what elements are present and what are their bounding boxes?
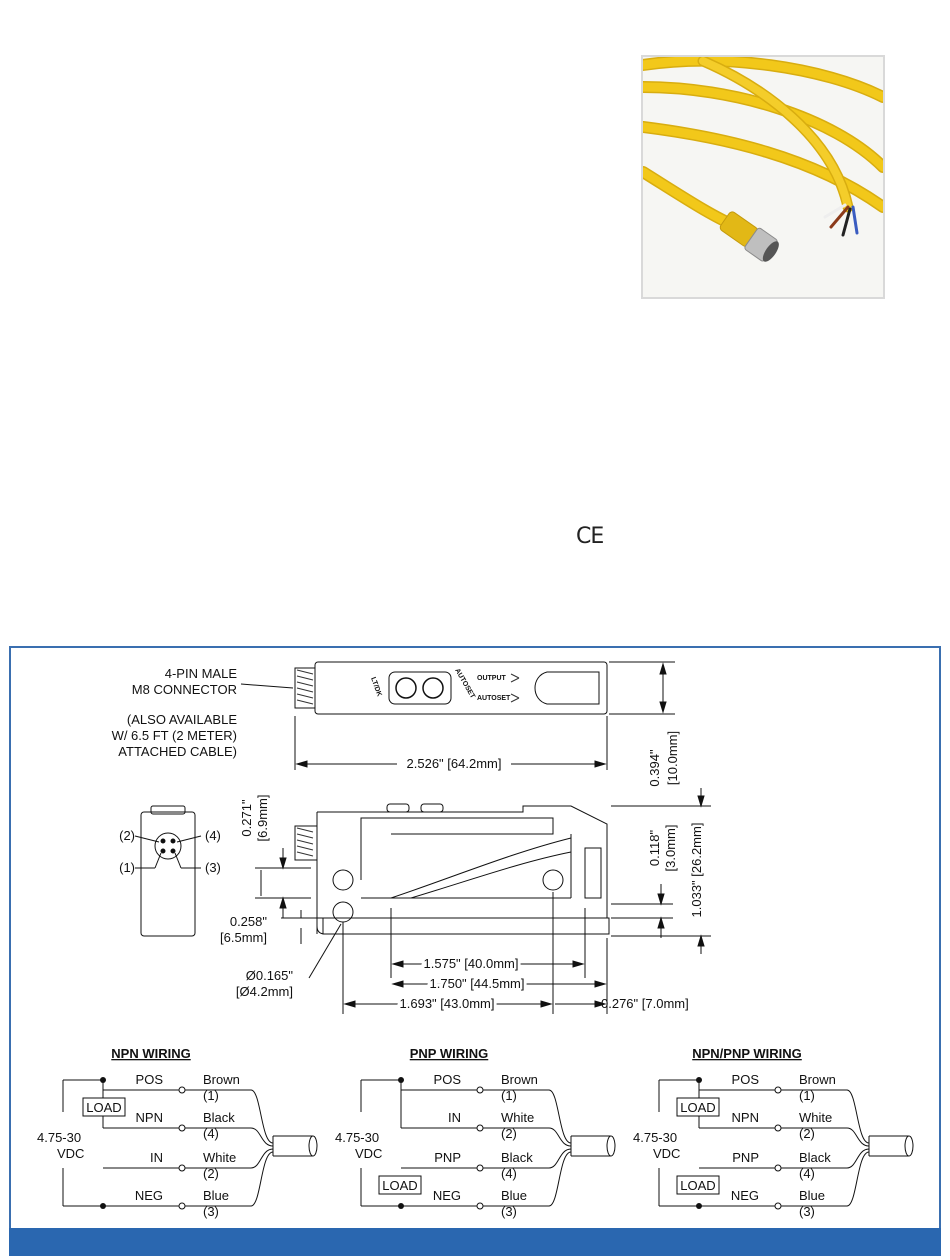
pin-number-label: (2) — [501, 1126, 517, 1141]
signal-label: NPN — [135, 1110, 163, 1125]
pin-1-label: (1) — [119, 860, 135, 875]
pin-number-label: (3) — [799, 1204, 815, 1219]
wire-color-label: Blue — [501, 1188, 528, 1203]
pin-number-label: (4) — [501, 1166, 517, 1181]
supply-voltage: 4.75-30 — [37, 1130, 82, 1145]
dim-height-in: 0.394" — [647, 749, 662, 787]
dim-gap-mm: [3.0mm] — [663, 824, 678, 872]
connector-label-2: M8 CONNECTOR — [131, 682, 237, 697]
supply-unit: VDC — [57, 1146, 85, 1161]
signal-label: NPN — [731, 1110, 759, 1125]
junction-dot — [398, 1077, 404, 1083]
dimension-drawing-panel — [9, 646, 941, 1236]
terminal-icon — [179, 1087, 185, 1093]
output-led-label: OUTPUT — [477, 675, 506, 682]
wire-color-label: Brown — [799, 1072, 836, 1087]
load-label: LOAD — [680, 1178, 716, 1193]
footer-bar — [9, 1228, 941, 1256]
signal-label: NEG — [432, 1188, 461, 1203]
wire-color-label: Black — [501, 1150, 533, 1165]
wire-color-label: Brown — [501, 1072, 538, 1087]
signal-label: IN — [150, 1150, 163, 1165]
dim-span-c: 1.693" [43.0mm] — [399, 996, 495, 1011]
sensor-side-view — [295, 804, 609, 934]
wire-color-label: White — [501, 1110, 535, 1125]
dim-height-mm: [10.0mm] — [665, 730, 680, 786]
wire-color-label: Black — [203, 1110, 235, 1125]
terminal-icon — [775, 1125, 781, 1131]
connector-note-3: ATTACHED CABLE) — [118, 744, 237, 759]
pin-number-label: (1) — [501, 1088, 517, 1103]
wiring-diagram-3 — [633, 1046, 913, 1219]
ce-mark: CE — [576, 524, 604, 549]
terminal-icon — [477, 1165, 483, 1171]
dim-slot-in: 0.271" — [239, 799, 254, 837]
signal-label: PNP — [434, 1150, 461, 1165]
dim-length: 2.526" [64.2mm] — [406, 756, 502, 771]
supply-voltage: 4.75-30 — [335, 1130, 380, 1145]
dim-hole-offset-mm: [6.5mm] — [220, 930, 267, 945]
yellow-cable-image — [643, 57, 883, 297]
load-label: LOAD — [680, 1100, 716, 1115]
signal-label: NEG — [730, 1188, 759, 1203]
wiring-title: PNP WIRING — [409, 1046, 489, 1061]
dim-hole-offset-in: 0.258" — [229, 914, 267, 929]
signal-label: POS — [433, 1072, 461, 1087]
signal-label: NEG — [134, 1188, 163, 1203]
terminal-icon — [477, 1125, 483, 1131]
autoset-led-label: AUTOSET — [477, 695, 511, 702]
autoset-marking: AUTOSET — [453, 667, 476, 700]
wiring-diagram-1 — [37, 1046, 317, 1219]
pin-number-label: (2) — [799, 1126, 815, 1141]
terminal-icon — [179, 1203, 185, 1209]
signal-label: PNP — [732, 1150, 759, 1165]
pin-number-label: (2) — [203, 1166, 219, 1181]
cable-photo — [641, 55, 885, 299]
terminal-icon — [775, 1203, 781, 1209]
pin-3-label: (3) — [205, 860, 221, 875]
wire-color-label: Black — [799, 1150, 831, 1165]
pin-number-label: (4) — [203, 1126, 219, 1141]
terminal-icon — [775, 1165, 781, 1171]
dim-slot-mm: [6.9mm] — [255, 794, 270, 842]
dim-span-d: 0.276" [7.0mm] — [601, 996, 689, 1011]
lt-dk-marking: LT/DK — [369, 676, 383, 698]
wiring-title: NPN/PNP WIRING — [692, 1046, 802, 1061]
connector-label-1: 4-PIN MALE — [164, 666, 237, 681]
connector-note-2: W/ 6.5 FT (2 METER) — [111, 728, 237, 743]
terminal-icon — [179, 1165, 185, 1171]
wire-color-label: Brown — [203, 1072, 240, 1087]
pin-number-label: (3) — [203, 1204, 219, 1219]
connector-note-1: (ALSO AVAILABLE — [126, 712, 237, 727]
pin-number-label: (3) — [501, 1204, 517, 1219]
terminal-icon — [477, 1087, 483, 1093]
load-label: LOAD — [86, 1100, 122, 1115]
wire-color-label: White — [203, 1150, 237, 1165]
pin-4-label: (4) — [205, 828, 221, 843]
signal-label: POS — [135, 1072, 163, 1087]
wiring-title: NPN WIRING — [111, 1046, 191, 1061]
terminal-icon — [179, 1125, 185, 1131]
pin-number-label: (1) — [799, 1088, 815, 1103]
pin-number-label: (4) — [799, 1166, 815, 1181]
dimension-drawing — [11, 648, 939, 1234]
signal-label: IN — [448, 1110, 461, 1125]
wire-color-label: Blue — [203, 1188, 230, 1203]
terminal-icon — [775, 1087, 781, 1093]
signal-label: POS — [731, 1072, 759, 1087]
dim-span-a: 1.575" [40.0mm] — [423, 956, 519, 971]
wire-color-label: White — [799, 1110, 833, 1125]
dim-hole-dia-in: Ø0.165" — [245, 968, 293, 983]
junction-dot — [100, 1077, 106, 1083]
pin-2-label: (2) — [119, 828, 135, 843]
wiring-diagram-2 — [335, 1046, 615, 1219]
dim-hole-dia-mm: [Ø4.2mm] — [235, 984, 293, 999]
wiring-diagrams — [37, 1046, 913, 1219]
junction-dot — [696, 1077, 702, 1083]
load-label: LOAD — [382, 1178, 418, 1193]
sensor-end-view — [135, 806, 201, 936]
supply-unit: VDC — [355, 1146, 383, 1161]
wire-color-label: Blue — [799, 1188, 826, 1203]
dim-span-b: 1.750" [44.5mm] — [429, 976, 525, 991]
terminal-icon — [477, 1203, 483, 1209]
supply-voltage: 4.75-30 — [633, 1130, 678, 1145]
dim-gap-in: 0.118" — [647, 829, 662, 867]
sensor-top-view — [295, 662, 607, 714]
pin-number-label: (1) — [203, 1088, 219, 1103]
supply-unit: VDC — [653, 1146, 681, 1161]
dim-total-height: 1.033" [26.2mm] — [689, 822, 704, 918]
